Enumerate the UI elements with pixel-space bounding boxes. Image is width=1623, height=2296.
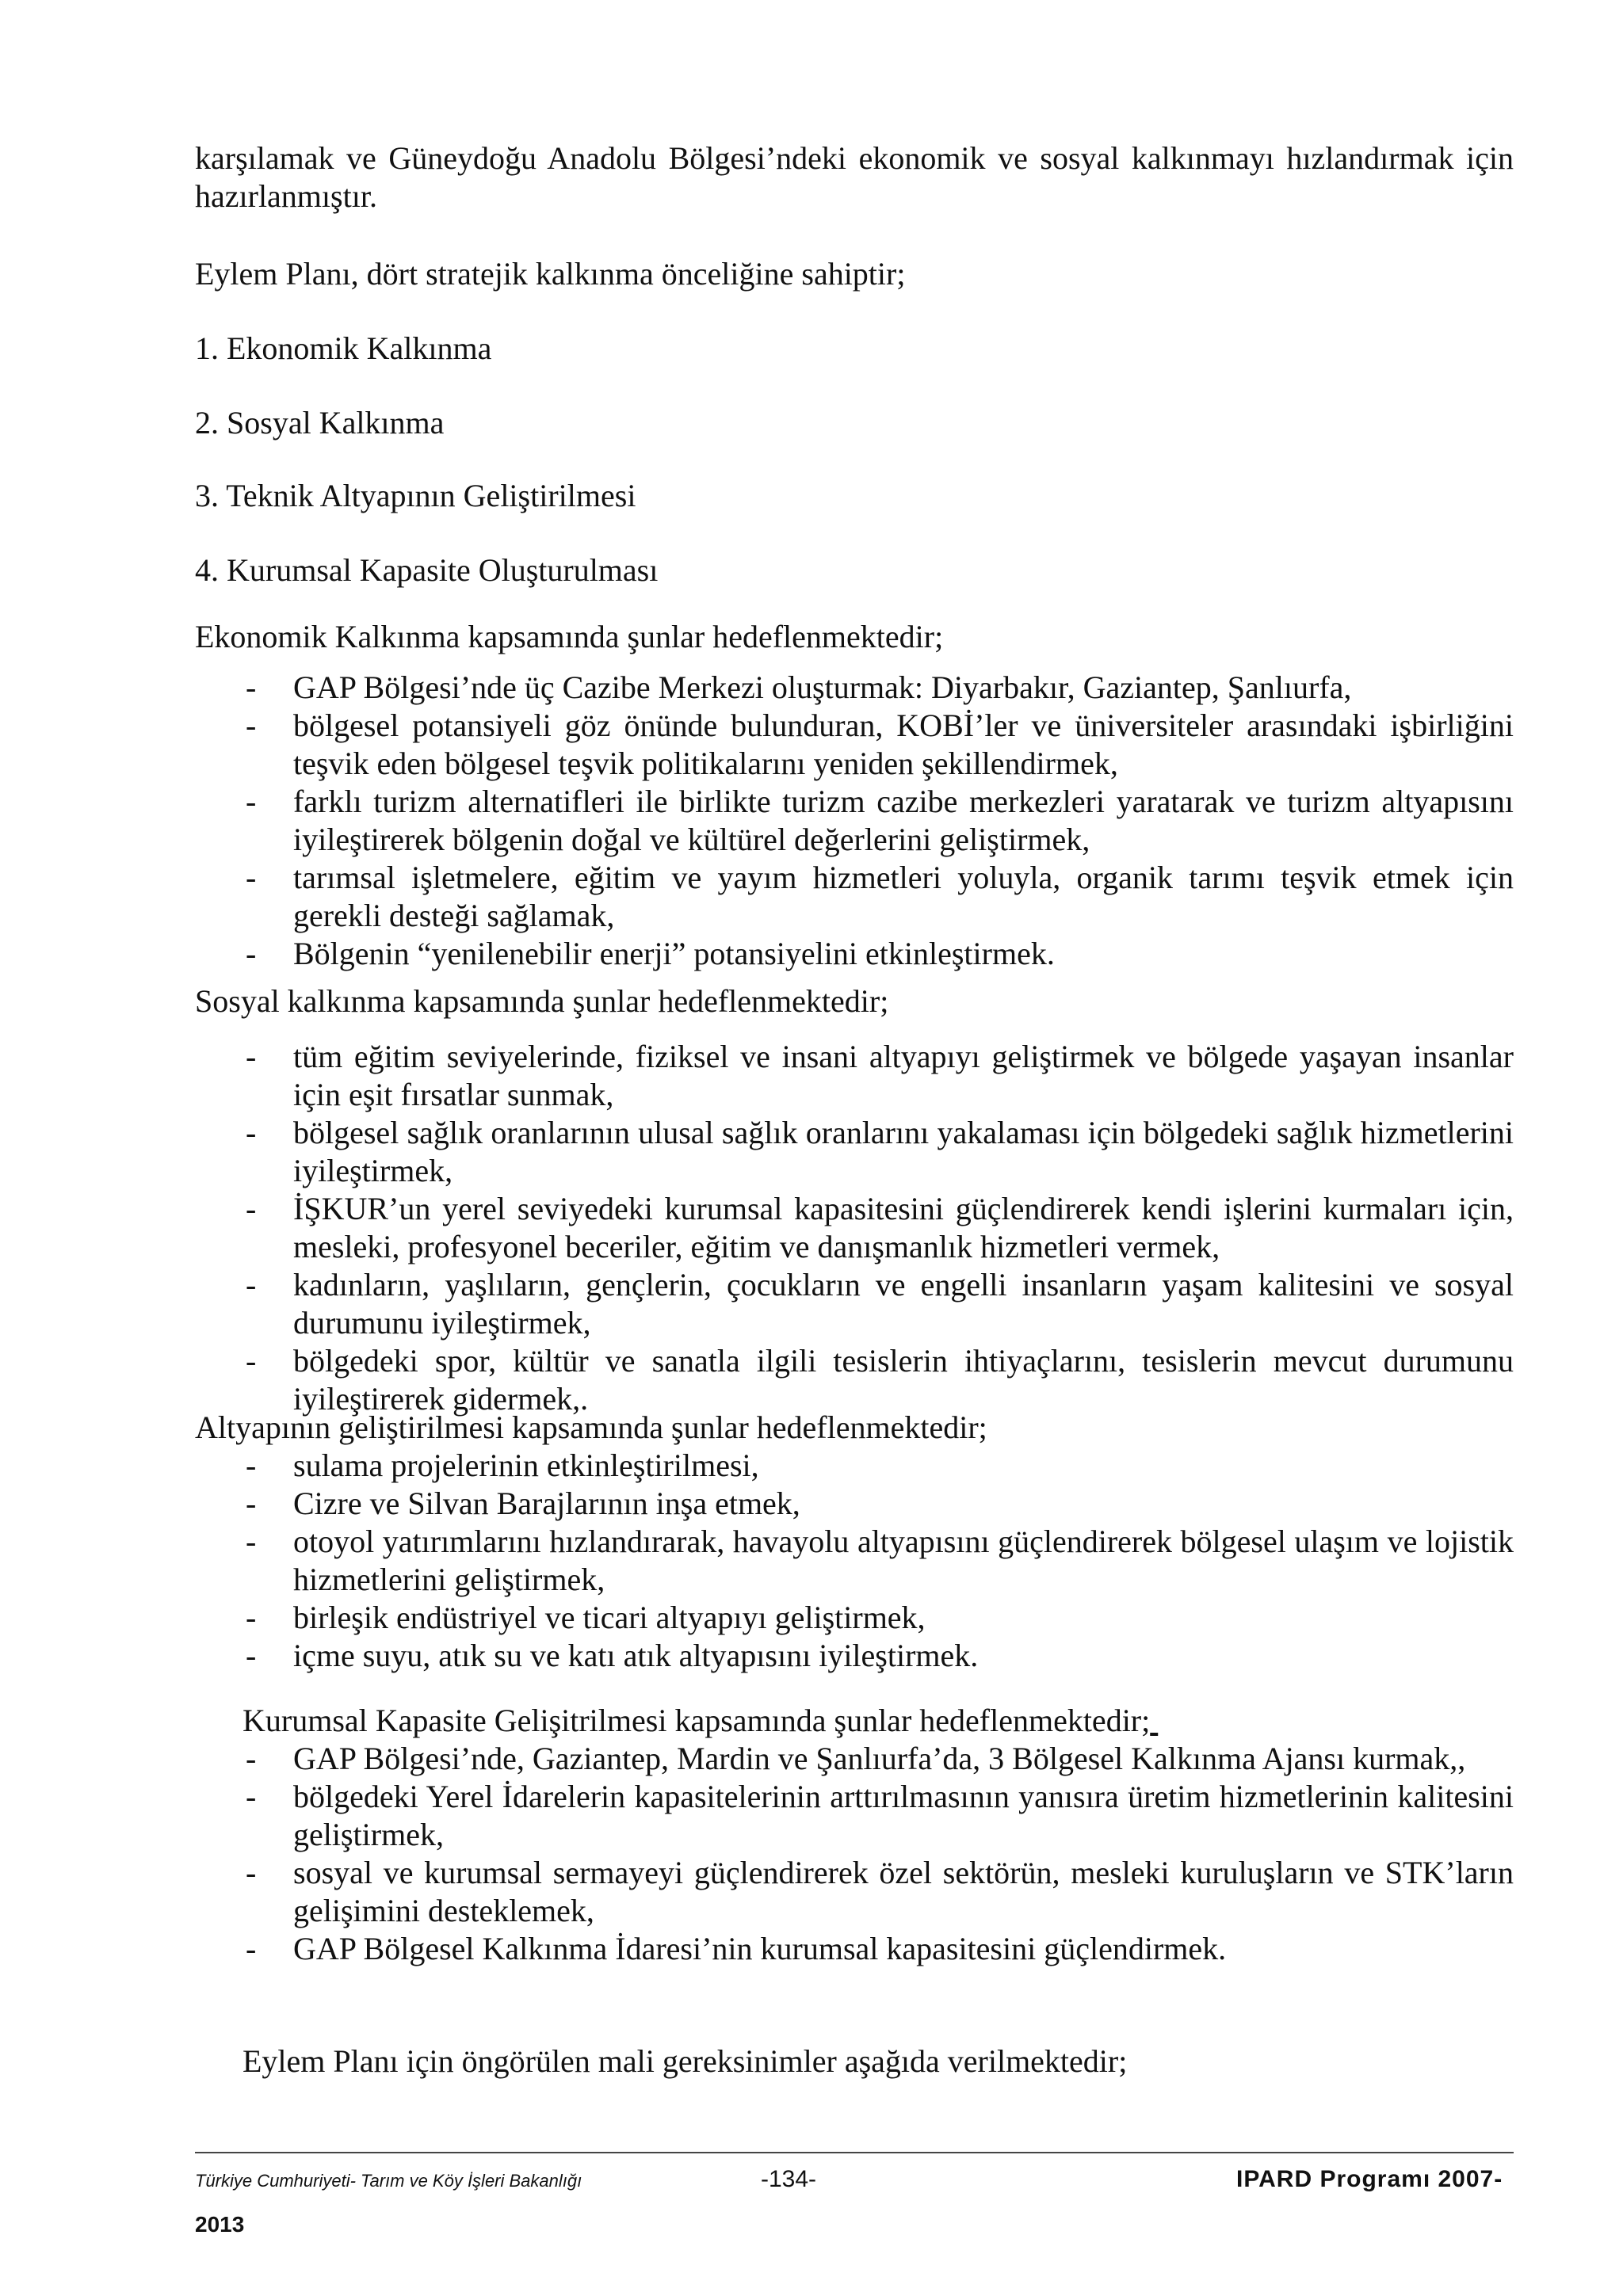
list-item: - kadınların, yaşlıların, gençlerin, çocukların ve engelli insanların yaşam kalitesini ve sosyal durumunu iyileştirmek,: [246, 1267, 1514, 1341]
social-heading: Sosyal kalkınma kapsamında şunlar hedeflenmektedir;: [195, 983, 889, 1019]
institutional-list: [195, 1740, 1514, 1968]
infra-heading: Altyapının geliştirilmesi kapsamında şunlar hedeflenmektedir;: [195, 1409, 987, 1445]
list-item: - farklı turizm alternatifleri ile birlikte turizm cazibe merkezleri yaratarak ve turizm altyapısını iyileştirerek bölgenin doğal ve kültürel değerlerini geliştirmek,: [246, 784, 1514, 857]
infra-list: [195, 1447, 1514, 1675]
list-item: - bölgedeki spor, kültür ve sanatla ilgili tesislerin ihtiyaçlarını, tesislerin mevcut durumunu iyileştirerek gidermek,.: [246, 1343, 1514, 1417]
economic-list: [195, 669, 1514, 973]
intro-paragraph: karşılamak ve Güneydoğu Anadolu Bölgesi’ndeki ekonomik ve sosyal kalkınmayı hızlandırmak için hazırlanmıştır.: [195, 140, 1514, 214]
economic-heading: Ekonomik Kalkınma kapsamında şunlar hedeflenmektedir;: [195, 619, 944, 654]
list-item: - Cizre ve Silvan Barajlarının inşa etmek,: [246, 1486, 800, 1521]
priority-item: 4. Kurumsal Kapasite Oluşturulması: [195, 552, 659, 588]
social-list: [195, 1038, 1514, 1418]
priority-item: 2. Sosyal Kalkınma: [195, 405, 445, 441]
list-item: - sosyal ve kurumsal sermayeyi güçlendirerek özel sektörün, mesleki kuruluşların ve STK’ların gelişimini desteklemek,: [246, 1855, 1514, 1928]
list-item: - bölgesel sağlık oranlarının ulusal sağlık oranlarını yakalaması için bölgedeki sağlık hizmetlerini iyileştirmek,: [246, 1115, 1514, 1188]
list-item: - bölgedeki Yerel İdarelerin kapasitelerinin arttırılmasının yanısıra üretim hizmetlerinin kalitesini geliştirmek,: [246, 1779, 1514, 1852]
footer-divider: [195, 2152, 1514, 2153]
list-item: - İŞKUR’un yerel seviyedeki kurumsal kapasitesini güçlendirerek kendi işlerini kurmaları için, mesleki, profesyonel beceriler, eğitim ve danışmanlık hizmetleri vermek,: [246, 1191, 1514, 1264]
list-item: - tüm eğitim seviyelerinde, fiziksel ve insani altyapıyı geliştirmek ve bölgede yaşayan insanlar için eşit fırsatlar sunmak,: [246, 1039, 1514, 1112]
list-item: - Bölgenin “yenilenebilir enerji” potansiyelini etkinleştirmek.: [246, 936, 1055, 971]
page-number: -134-: [761, 2166, 817, 2192]
list-item: - tarımsal işletmelere, eğitim ve yayım hizmetleri yoluyla, organik tarımı teşvik etmek için gerekli desteği sağlamak,: [246, 860, 1514, 933]
footer-year: 2013: [195, 2212, 245, 2237]
list-item: - GAP Bölgesel Kalkınma İdaresi’nin kurumsal kapasitesini güçlendirmek.: [246, 1931, 1227, 1966]
closing-paragraph: Eylem Planı için öngörülen mali gereksinimler aşağıda verilmektedir;: [242, 2043, 1128, 2079]
list-item: - sulama projelerinin etkinleştirilmesi,: [246, 1447, 759, 1483]
list-item: - içme suyu, atık su ve katı atık altyapısını iyileştirmek.: [246, 1638, 979, 1673]
priority-item: 1. Ekonomik Kalkınma: [195, 330, 492, 366]
institutional-heading: Kurumsal Kapasite Gelişitrilmesi kapsamında şunlar hedeflenmektedir;: [242, 1703, 1151, 1738]
list-item: - birleşik endüstriyel ve ticari altyapıyı geliştirmek,: [246, 1600, 926, 1635]
list-item: - GAP Bölgesi’nde üç Cazibe Merkezi oluşturmak: Diyarbakır, Gaziantep, Şanlıurfa,: [246, 669, 1352, 705]
list-item: - bölgesel potansiyeli göz önünde bulunduran, KOBİ’ler ve üniversiteler arasındaki işbirliğini teşvik eden bölgesel teşvik politikalarını yeniden şekillendirmek,: [246, 707, 1514, 781]
priorities-intro: Eylem Planı, dört stratejik kalkınma önceliğine sahiptir;: [195, 256, 906, 292]
footer-program: IPARD Programı 2007-: [1236, 2166, 1503, 2192]
priority-item: 3. Teknik Altyapının Geliştirilmesi: [195, 478, 636, 513]
list-item: - otoyol yatırımlarını hızlandırarak, havayolu altyapısını güçlendirerek bölgesel ulaşım ve lojistik hizmetlerini geliştirmek,: [246, 1524, 1514, 1597]
footer-ministry: Türkiye Cumhuriyeti- Tarım ve Köy İşleri Bakanlığı: [195, 2171, 582, 2191]
list-item: - GAP Bölgesi’nde, Gaziantep, Mardin ve Şanlıurfa’da, 3 Bölgesel Kalkınma Ajansı kurmak,,: [246, 1741, 1466, 1776]
